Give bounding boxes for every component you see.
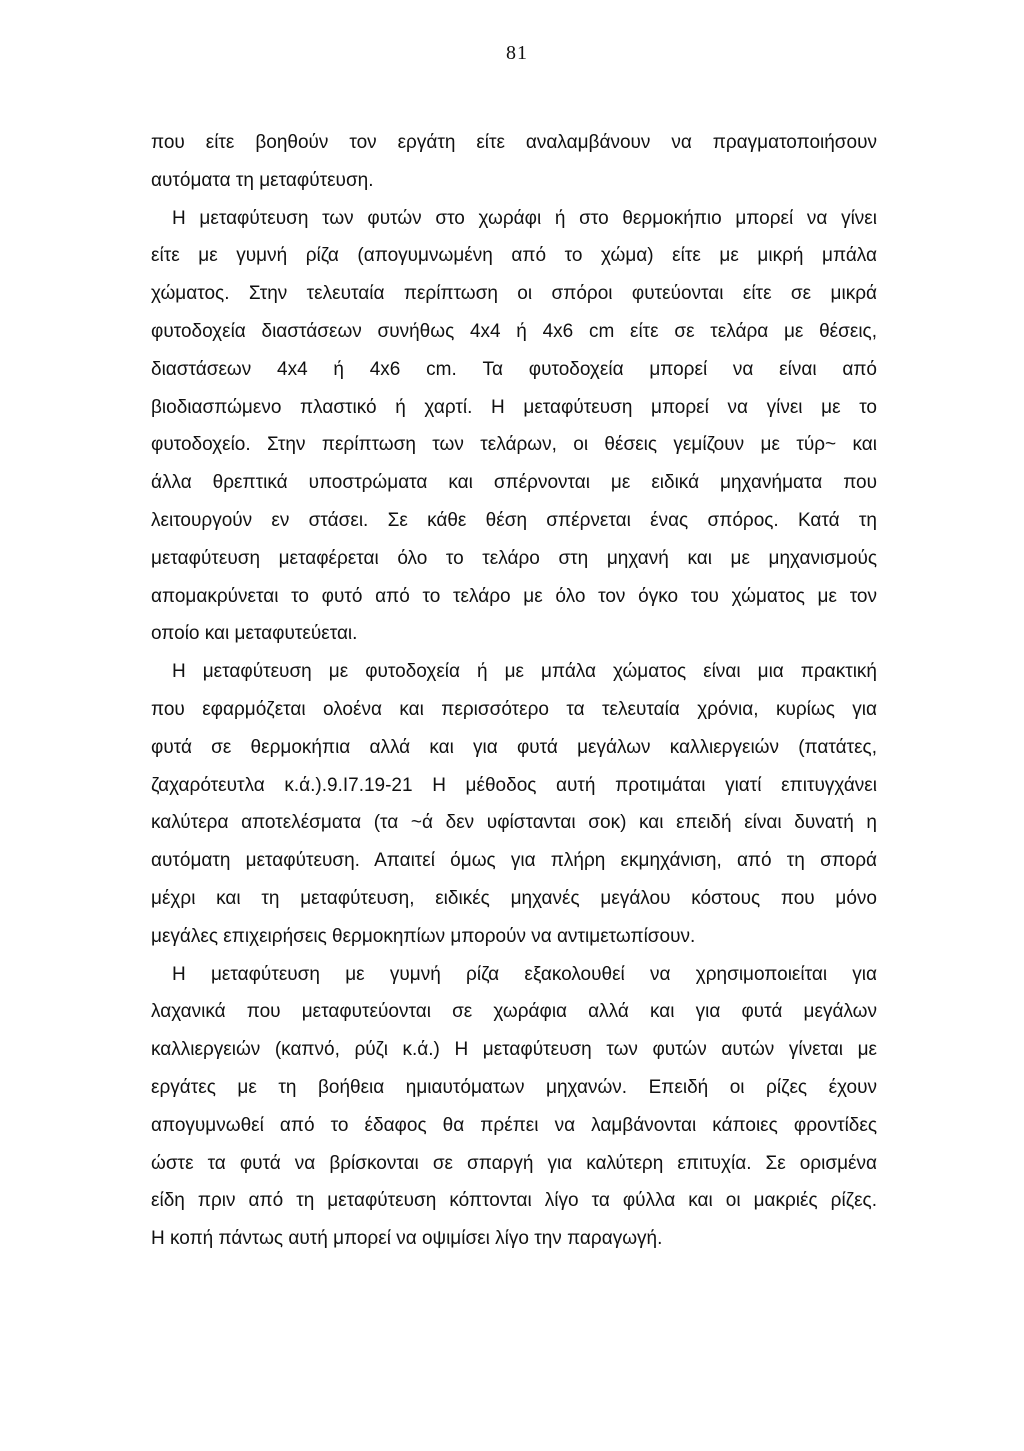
text-line: εργάτες με τη βοήθεια ημιαυτόματων μηχανών. Επειδή οι ρίζες έχουν: [151, 1076, 877, 1098]
text-line: απομακρύνεται το φυτό από το τελάρο με όλο τον όγκο του χώματος με τον: [151, 585, 877, 607]
page-number: 81: [506, 42, 528, 64]
text-line: καλλιεργειών (καπνό, ρύζι κ.ά.) Η μεταφύτευση των φυτών αυτών γίνεται με: [151, 1039, 877, 1061]
text-line: μεταφύτευση μεταφέρεται όλο το τελάρο στη μηχανή και με μηχανισμούς: [151, 547, 877, 569]
paragraph: [151, 124, 877, 200]
text-line: είτε με γυμνή ρίζα (απογυμνωμένη από το χώμα) είτε με μικρή μπάλα: [151, 245, 877, 267]
text-line: είδη πριν από τη μεταφύτευση κόπτονται λίγο τα φύλλα και οι μακριές ρίζες.: [151, 1190, 877, 1212]
text-line: βιοδιασπώμενο πλαστικό ή χαρτί. Η μεταφύτευση μπορεί να γίνει με το: [151, 396, 877, 418]
text-line: φυτοδοχείο. Στην περίπτωση των τελάρων, οι θέσεις γεμίζουν με τύρ~ και: [151, 434, 877, 456]
text-line: λειτουργούν εν στάσει. Σε κάθε θέση σπέρνεται ένας σπόρος. Κατά τη: [151, 509, 877, 531]
text-line: μεγάλες επιχειρήσεις θερμοκηπίων μπορούν να αντιμετωπίσουν.: [151, 925, 696, 947]
text-line: άλλα θρεπτικά υποστρώματα και σπέρνονται με ειδικά μηχανήματα που: [151, 472, 877, 494]
text-line: που εφαρμόζεται ολοένα και περισσότερο τα τελευταία χρόνια, κυρίως για: [151, 698, 877, 720]
text-line: αυτόματα τη μεταφύτευση.: [151, 169, 374, 191]
text-line: Η μεταφύτευση με φυτοδοχεία ή με μπάλα χώματος είναι μια πρακτική: [172, 661, 877, 683]
text-line: φυτά σε θερμοκήπια αλλά και για φυτά μεγάλων καλλιεργειών (πατάτες,: [151, 736, 877, 758]
text-line: απογυμνωθεί από το έδαφος θα πρέπει να λαμβάνονται κάποιες φροντίδες: [151, 1114, 877, 1136]
text-line: αυτόματη μεταφύτευση. Απαιτεί όμως για πλήρη εκμηχάνιση, από τη σπορά: [151, 850, 877, 872]
text-line: φυτοδοχεία διαστάσεων συνήθως 4x4 ή 4x6 cm είτε σε τελάρα με θέσεις,: [151, 320, 877, 342]
text-line: καλύτερα αποτελέσματα (τα ~ά δεν υφίστανται σοκ) και επειδή είναι δυνατή η: [151, 812, 877, 834]
text-line: μέχρι και τη μεταφύτευση, ειδικές μηχανές μεγάλου κόστους που μόνο: [151, 887, 877, 909]
text-line: Η μεταφύτευση των φυτών στο χωράφι ή στο θερμοκήπιο μπορεί να γίνει: [172, 207, 877, 229]
paragraph: [151, 956, 877, 1258]
text-line: Η μεταφύτευση με γυμνή ρίζα εξακολουθεί να χρησιμοποιείται για: [172, 963, 877, 985]
text-line: ζαχαρότευτλα κ.ά.).9.Ι7.19-21 Η μέθοδος αυτή προτιμάται γιατί επιτυγχάνει: [151, 774, 877, 796]
text-line: λαχανικά που μεταφυτεύονται σε χωράφια αλλά και για φυτά μεγάλων: [151, 1001, 877, 1023]
paragraph: [151, 653, 877, 955]
text-line: που είτε βοηθούν τον εργάτη είτε αναλαμβάνουν να πραγματοποιήσουν: [151, 132, 877, 153]
text-line: χώματος. Στην τελευταία περίπτωση οι σπόροι φυτεύονται είτε σε μικρά: [151, 283, 877, 305]
body-text: [151, 124, 877, 1258]
text-line: Η κοπή πάντως αυτή μπορεί να οψιμίσει λίγο την παραγωγή.: [151, 1228, 663, 1250]
text-line: οποίο και μεταφυτεύεται.: [151, 623, 358, 645]
text-line: ώστε τα φυτά να βρίσκονται σε σπαργή για καλύτερη επιτυχία. Σε ορισμένα: [151, 1152, 877, 1174]
text-line: διαστάσεων 4x4 ή 4x6 cm. Τα φυτοδοχεία μπορεί να είναι από: [151, 358, 877, 380]
paragraph: [151, 200, 877, 654]
